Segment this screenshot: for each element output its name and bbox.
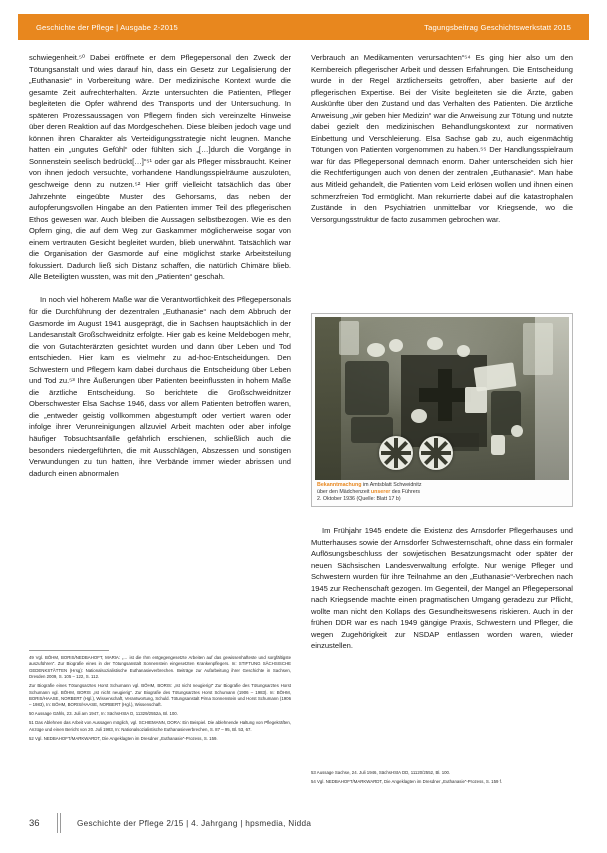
photo-highlight-10 bbox=[339, 321, 359, 355]
figure-caption-line-2-pre: über den Mädchenzeit bbox=[317, 489, 371, 496]
footnote-item: 50 Aussage Gähls, 23. Juli am 1947, In: SächsHStA D, 11329/2552a, Bl. 100. bbox=[29, 711, 178, 717]
paragraph-left-1: schwiegenheit.⁵⁰ Dabei eröffnete er dem Pflegepersonal den Zweck der Tötungsanstalt und wies darauf hin, dass ein Gesetz zur Legalisierung der „Euthanasie“ in Vorbereitung wäre. Der medizinische Kontext wurde die gesamte Zeit aufrechterhalten. Ärzte untersuchten die Patienten, Pfleger begleiteten die Opfer während des Transports und der Untersuchung. In späteren Prozessaussagen von Pflegern finden sich vereinzelte Hinweise über deren Reaktion auf das Mordgeschehen. Diese bleiben jedoch vage und können ihren Charakter als Verteidigungsstrategie nicht leugnen. Manche hatten ein „ungutes Gefühl“ oder fühlten sich „[…]durch die Vorgänge in Sonnenstein seelisch bedrückt[…]“⁵¹ oder gar als Pfleger missbraucht. Keiner von ihnen jedoch versuchte, vorhandene Handlungsspielräume auszuloten, geschweige denn zu nutzen.⁵² Hier griff vielleicht tatsächlich das über Jahrzehnte eingeübte Muster des Gehorsams, das neben der aufopferungsvollen Hingabe an den Patienten immer Teil des pflegerischen Ethos gewesen war. Auch bleiben die Aussagen selbstbezogen. Wie es den Opfern ging, die auf dem Weg zur Gaskammer möglicherweise sogar von einem vertrauten Gesicht begleitet wurden, blieb unerwähnt. Tatsächlich war die Organisation der Gasmorde auf eine möglichst starke Arbeitsteilung fokussiert. Dadurch ließ sich Distanz schaffen, die natürlich Chimäre blieb. Alle Beteiligten wussten, was mit den „Patienten“ geschah. bbox=[29, 53, 291, 282]
paragraph-right-2: Im Frühjahr 1945 endete die Existenz des Arnsdorfer Pflegerhauses und Mutterhauses sowie der Arnsdorfer Schwesternschaft, ohne dass ein formaler Auflösungsbeschluss der sowjetischen Besatzungsmacht oder später der neuen Sächsischen Landesverwaltung erfolgte. Nur wenige Pfleger und Schwestern wurden für ihre Teilnahme an den „Euthanasie“-Verbrechen nach 1945 zur Rechenschaft gezogen. Im Gegenteil, der Mangel an Pflegepersonal nach Kriegsende machte einen pragmatischen Umgang geradezu zur Pflicht, wollte man nicht den Kollaps des Gesundheitswesens riskieren. Auch in der frühen DDR war es nach 1949 gängige Praxis, Schwestern und Pfleger, die wegen Zugehörigkeit zur NSDAP entlassen worden waren, wieder einzustellen. bbox=[311, 526, 573, 651]
figure-caption bbox=[315, 480, 569, 506]
figure-caption-rest-1: im Amtsblatt Schweidnitz bbox=[361, 482, 422, 488]
photo-highlight-7 bbox=[411, 409, 427, 423]
figure-block bbox=[311, 313, 573, 507]
footnote-item: 49 Vgl. BÖHM, BORIS/NEDBAHOFT, MARIA: „… ist die Ihm entgegengesetzte Arbeiten auf das gewissenhafteste und sorgfältigste auszuführen“. Zur Biografie eines in der Tötungsanstalt Sonnenstein eingesetzten Krankenpflegers. In: STIFTUNG SÄCHSISCHE GEDENKSTÄTTEN (Hrsg): Nationalsozialistische Euthanasieverbrechen. Beiträge zur Aufarbeitung ihrer Geschichte in Sachsen, Dresden 2009, S. 105 – 122, S. 112. bbox=[29, 655, 291, 680]
left-column bbox=[29, 52, 291, 479]
page-footer bbox=[29, 812, 581, 834]
footnote-item: 52 Vgl. NEDBAHOFT/MARKWARDT, Die Angeklagten im Dresdner „Euthanasie“-Prozess, S. 159. bbox=[29, 735, 218, 741]
figure-caption-emph-1: Bekanntmachung bbox=[317, 482, 362, 488]
photo-highlight-4 bbox=[457, 345, 470, 357]
footnote-item: 51 Das Ablehnen das Arbeit von Aussagen möglich, vgl. SCHIEMANN, DORA: Ein Beispiel. Die ablehnende Haltung von Pflegekräften, Anzüge und einen Bericht von 20. Juli 1983, In: Nationalsozialistische Euthanasieverbrechen, S. 87 – 95, Bl. 53, 67. bbox=[29, 720, 291, 732]
footnotes-left bbox=[29, 655, 291, 745]
historical-photograph bbox=[315, 317, 569, 480]
paragraph-left-2: In noch viel höherem Maße war die Verantwortlichkeit des Pflegepersonals für die Durchführung der dezentralen „Euthanasie“ nach dem Abbruch der Gasmorde im August 1941 ausgeprägt, die in Sachsen hauptsächlich in der Landesanstalt Großschweidnitz erfolgte. Hier gab es keine Meldebogen mehr, die von Gutachterärzten gesichtet wurden und dann über Leben und Tod entschieden. Hier kam es vielmehr zu ad-hoc-Entscheidungen. Den Schwestern und Pflegern kam dabei durchaus die Entscheidung über Leben und Tod zu.⁵³ Ihre Äußerungen über Patienten beeinflussten in hohem Maße die ärztliche Entscheidung. So berichtete die Großschweidnitzer Oberschwester Elsa Sachse 1946, dass vor allem Patienten betroffen waren, die „entweder geistig vollkommen abgestumpft oder vertiert waren oder infolge ihrer Verunreinigungen allzuviel Arbeit machten oder aber infolge häufiger Tobsuchtsanfälle gefährlich erschienen, schließlich auch die besonders niedergeführten, die mit Ausschlägen, Abszessen und sonstigen Verwundungen zu tun hatten, ihre Verbände immer wieder abrissen und dadurch einen abnormalen bbox=[29, 295, 291, 478]
header-section-title: Tagungsbeitrag Geschichtswerkstatt 2015 bbox=[424, 22, 571, 32]
right-column-continued bbox=[311, 525, 573, 652]
figure-caption-line-3: 2. Oktober 1936 (Quelle: Blatt 17 b) bbox=[317, 496, 401, 503]
photo-highlight-3 bbox=[427, 337, 443, 350]
paragraph-right-1: Verbrauch an Medikamenten verursachten“⁵⁴ Es ging hier also um den Kernbereich pflegerischer Arbeit und dessen Erfahrungen. Die Entscheidung wurde in der Regel ärztlicherseits getroffen, aber basierte auf der pflegerischen Expertise. Bei der Visite begleiteten sie die Ärzte, gaben Auskünfte über den Zustand und das Verhalten des Patienten. Die ärztliche Anweisung „wir geben hier Medizin“ war die Anweisung zur Tötung und nutzte dabei gezielt den medizinischen Behandlungskontext zur normativen Einbettung und Verschleierung. Elsa Sachse gab zu, auch eigenmächtig Tötungen von Patienten vorgenommen zu haben.⁵⁵ Der Handlungsspielraum war für das Pflegepersonal demnach enorm. Daher unterscheiden sich hier die Rechtfertigungen auch von denen der zentralen „Euthanasie“. Man habe aus Mitleid gehandelt, die Patienten vom Leid erlösen wollen und ihnen einen schmerzfreien Tod ermöglicht. Man rekurrierte dabei auf die katastrophalen Zustände in den Psychiatrien unmittelbar vor Kriegsende, wo die Versorgungsstruktur de facto zusammen gebrochen war. bbox=[311, 53, 573, 224]
footnote-item: Zur Biografie eines Tötungsarztes Horst Schumann vgl. BÖHM, BORIS: „Ist nicht neugierig!“ Zur Biografie des Tötungsarztes Horst Schumann vgl. BÖHM, BORIS „Ist nicht neugierig“. Zur Biografie des Tötungsarztes Horst Schumann (1906 – 1983). In: BÖHM, BORIS/HAASE, NORBERT (Hgl.), Wissenschaft, Verantwortung, Schuld. Tötungsanstalt Pirna Sonnenstein und Horst Schumann (1906 – 1983), In: BÖHM, BORIS/HAASE, NORBERT (Hgl.), Wissenschaft. bbox=[29, 683, 291, 708]
page-number: 36 bbox=[29, 817, 40, 829]
photo-shadow-left bbox=[315, 317, 341, 480]
footnote-item: 53 Aussage Sachse, 24. Juli 1946, SächsHStA DD, 11120/2552, Bl. 100. bbox=[311, 770, 451, 775]
photo-highlight-2 bbox=[389, 339, 403, 352]
photo-highlight-1 bbox=[367, 343, 385, 357]
footnote-separator bbox=[29, 650, 109, 651]
footer-citation: Geschichte der Pflege 2/15 | 4. Jahrgang | hpsmedia, Nidda bbox=[77, 818, 312, 828]
photo-highlight-8 bbox=[491, 435, 505, 455]
footnote-item: 54 Vgl. NEDBAHOFT/MARKWARDT, Die Angeklagten im Dresdner „Euthanasie“-Prozess, S. 159 f. bbox=[311, 779, 503, 784]
photo-highlight-11 bbox=[523, 323, 553, 375]
header-journal-issue: Geschichte der Pflege | Ausgabe 2-2015 bbox=[36, 22, 178, 32]
figure-caption-emph-2: unserer bbox=[370, 489, 391, 496]
photo-dark-mass-1 bbox=[345, 361, 389, 415]
photo-wreath-disc-2 bbox=[419, 436, 453, 470]
swastika-emblem-icon bbox=[419, 369, 471, 421]
footer-divider-2 bbox=[60, 813, 61, 833]
running-header bbox=[18, 14, 589, 40]
right-column bbox=[311, 52, 573, 225]
photo-highlight-6 bbox=[465, 387, 487, 413]
photo-wreath-disc-1 bbox=[379, 436, 413, 470]
footer-divider-1 bbox=[57, 813, 58, 833]
photo-highlight-9 bbox=[511, 425, 523, 437]
footnotes-right bbox=[311, 770, 573, 788]
figure-caption-line-2-post: des Führers bbox=[390, 489, 421, 496]
